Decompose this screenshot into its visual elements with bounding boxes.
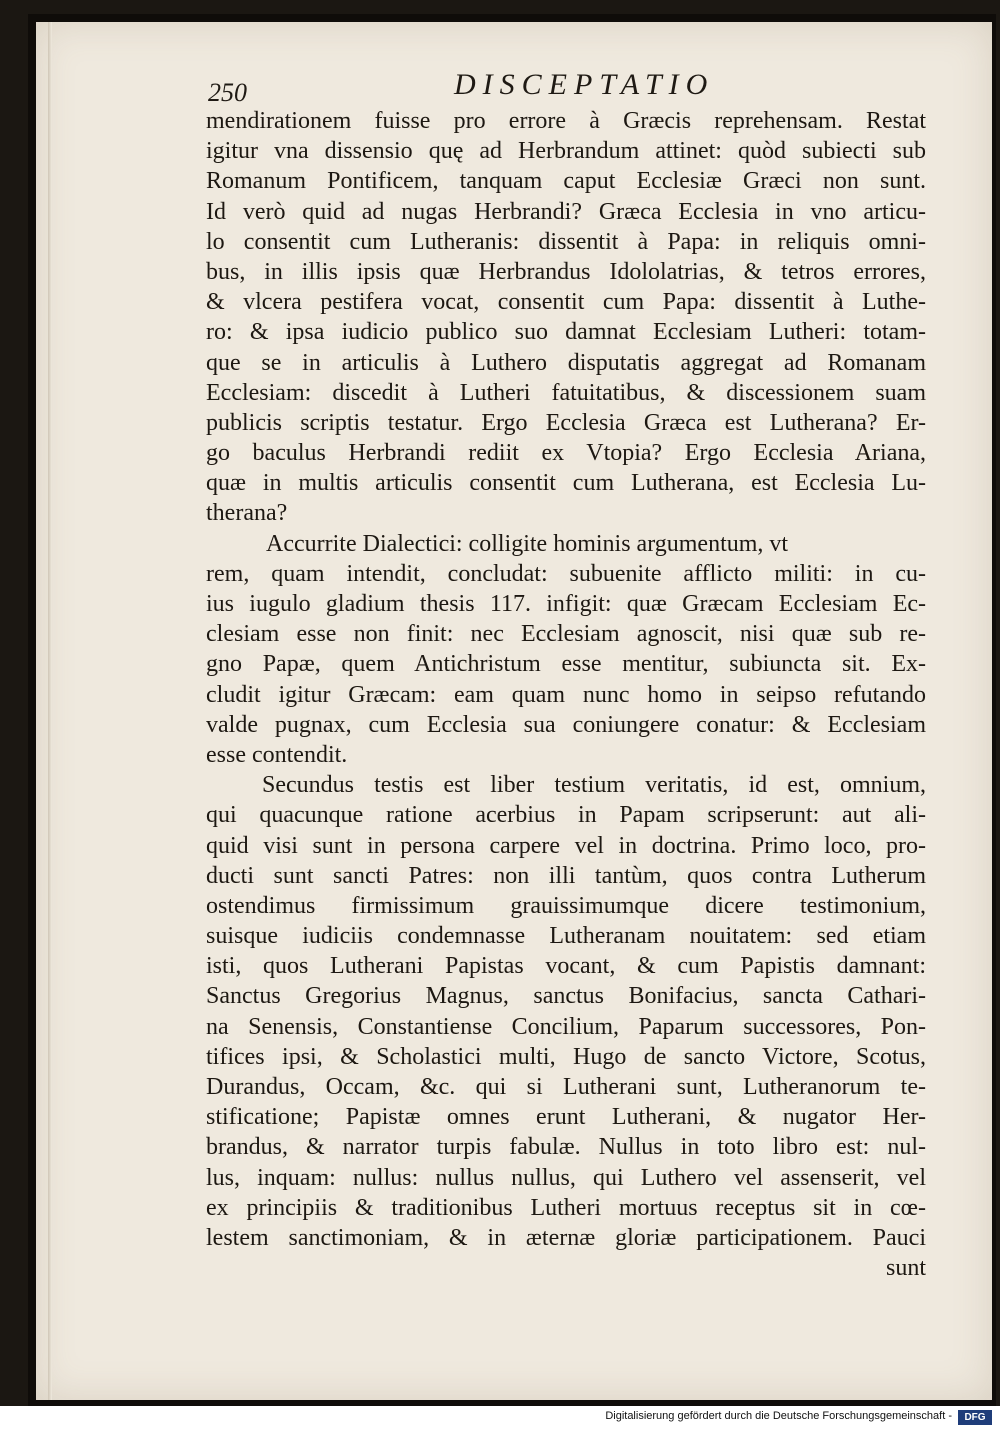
text-line: esse contendit. [206,741,348,768]
running-head [208,68,928,108]
text-line: mendirationem fuisse pro errore à Græcis reprehensam. Restat [206,108,926,134]
text-line: go baculus Herbrandi rediit ex Vtopia? Ergo Ecclesia Ariana, [206,440,926,467]
text-line: valde pugnax, cum Ecclesia sua coniungere conatur: & Ecclesiam [206,711,926,738]
text-line: & vlcera pestifera vocat, consentit cum Papa: dissentit à Luthe- [206,289,926,316]
text-line: bus, in illis ipsis quæ Herbrandus Idololatrias, & tetros errores, [206,258,926,285]
text-line: Ecclesiam: discedit à Lutheri fatuitatibus, & discessionem suam [206,379,926,406]
running-title: DISCEPTATIO [454,68,715,101]
text-line: ex principiis & traditionibus Lutheri mortuus receptus sit in cœ- [206,1194,926,1221]
text-line: gno Papæ, quem Antichristum esse mentitur, subiuncta sit. Ex- [206,651,926,678]
page-gutter [48,22,52,1400]
text-line: Secundus testis est liber testium veritatis, id est, omnium, [262,772,926,799]
text-line: na Senensis, Constantiense Concilium, Paparum successores, Pon- [206,1013,926,1040]
text-line: cludit igitur Græcam: eam quam nunc homo in seipso refutando [206,681,926,708]
text-line: rem, quam intendit, concludat: subuenite afflicto militi: in cu- [206,560,926,587]
text-line: qui quacunque ratione acerbius in Papam scripserunt: aut ali- [206,802,926,829]
text-line: que se in articulis à Luthero disputatis aggregat ad Romanam [206,349,926,376]
text-line: therana? [206,500,288,527]
text-line: Sanctus Gregorius Magnus, sanctus Bonifacius, sancta Cathari- [206,983,926,1010]
dfg-logo: DFG [958,1410,992,1425]
text-line: ducti sunt sancti Patres: non illi tantùm, quos contra Lutherum [206,862,926,889]
text-line: quid visi sunt in persona carpere vel in doctrina. Primo loco, pro- [206,832,926,859]
text-line: ius iugulo gladium thesis 117. infigit: quæ Græcam Ecclesiam Ec- [206,591,926,617]
text-line: tifices ipsi, & Scholastici multi, Hugo de sancto Victore, Scotus, [206,1043,926,1070]
text-line: Romanum Pontificem, tanquam caput Ecclesiæ Græci non sunt. [206,168,926,195]
body-text [206,106,926,1283]
text-line: Id verò quid ad nugas Herbrandi? Græca Ecclesia in vno articu- [206,198,926,225]
text-line: sunt [885,1255,926,1282]
text-line: brandus, & narrator turpis fabulæ. Nullus in toto libro est: nul- [206,1134,926,1161]
text-line: Accurrite Dialectici: colligite hominis argumentum, vt [266,530,789,557]
text-line: publicis scriptis testatur. Ergo Ecclesia Græca est Lutherana? Er- [206,409,926,436]
text-line: lo consentit cum Lutheranis: dissentit à Papa: in reliquis omni- [206,228,926,255]
text-line: stificatione; Papistæ omnes erunt Lutherani, & nugator Her- [206,1104,926,1131]
funding-credit: Digitalisierung gefördert durch die Deutsche Forschungsgemeinschaft - [605,1410,952,1422]
page-number: 250 [208,78,247,107]
text-line: ro: & ipsa iudicio publico suo damnat Ecclesiam Lutheri: totam- [206,319,926,346]
text-line: lus, inquam: nullus: nullus nullus, qui Luthero vel assenserit, vel [206,1164,926,1191]
text-line: isti, quos Lutherani Papistas vocant, & cum Papistis damnant: [206,953,926,980]
text-line: suisque iudiciis condemnasse Lutheranam nouitatem: sed etiam [206,923,926,950]
text-line: Durandus, Occam, &c. qui si Lutherani sunt, Lutheranorum te- [206,1074,926,1100]
text-line: ostendimus firmissimum grauissimumque dicere testimonium, [206,892,926,919]
text-line: igitur vna dissensio quę ad Herbrandum attinet: quòd subiecti sub [206,138,926,165]
text-line: quæ in multis articulis consentit cum Lutherana, est Ecclesia Lu- [206,470,926,497]
text-line: clesiam esse non finit: nec Ecclesiam agnoscit, nisi quæ sub re- [206,621,926,648]
text-line: lestem sanctimoniam, & in æternæ gloriæ participationem. Pauci [206,1224,926,1251]
footer-bar [0,1406,1000,1429]
